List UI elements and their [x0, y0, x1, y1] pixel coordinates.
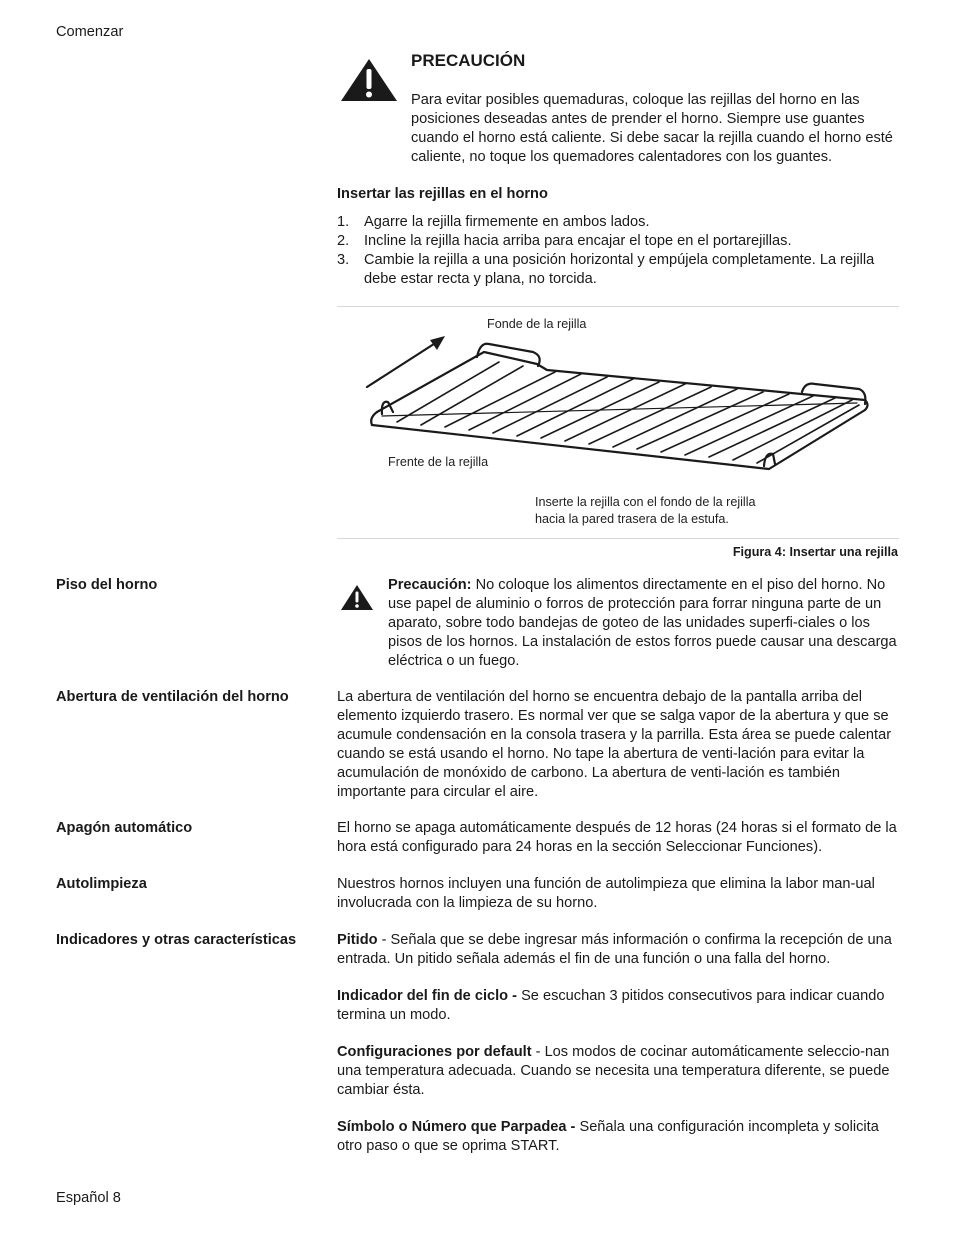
step-text: Cambie la rejilla a una posición horizontal y empújela completamente. La rejilla debe estar recta y plana, no torcida.: [364, 252, 875, 287]
rack-note-line2: hacia la pared trasera de la estufa.: [535, 512, 729, 526]
rack-back-label: Fonde de la rejilla: [487, 317, 587, 331]
indicator-term: Indicador del fin de ciclo -: [337, 988, 518, 1004]
indicators-label: Indicadores y otras características: [56, 932, 297, 948]
indicator-item: [337, 1043, 899, 1100]
section-header: Comenzar: [56, 24, 124, 40]
indicator-item: [337, 1118, 899, 1156]
warning-triangle-icon: [340, 584, 374, 611]
vent-text: La abertura de ventilación del horno se encuentra debajo de la pantalla arriba del elemento izquierdo trasero. Es normal ver que se salga vapor de la abertura y que se acumule condensación en la consola trasera y la parrilla. Esta área se puede calentar cuando se está usando el horno. No tape la abertura de venti-lación para evitar la acumulación de monóxido de carbono. La abertura de venti-lación es también importante para circular el aire.: [337, 689, 892, 800]
indicator-item: [337, 931, 899, 969]
step-item: [337, 232, 899, 251]
rack-front-label: Frente de la rejilla: [388, 455, 489, 469]
oven-floor-caution: [388, 576, 899, 671]
indicator-text: Señala una configuración incompleta y solicita otro paso o que se oprima START.: [337, 1119, 879, 1154]
self-clean-text: Nuestros hornos incluyen una función de autolimpieza que elimina la labor man-ual involucrada con la limpieza de su horno.: [337, 876, 875, 911]
auto-off-text: El horno se apaga automáticamente después de 12 horas (24 horas si el formato de la hora está configurado para 24 horas en la sección Seleccionar Funciones).: [337, 820, 897, 855]
step-text: Agarre la rejilla firmemente en ambos lados.: [364, 214, 650, 230]
indicator-item: [337, 987, 899, 1025]
figure-caption: Figura 4: Insertar una rejilla: [732, 545, 898, 559]
caution-label: Precaución:: [388, 577, 472, 593]
indicator-text: - Señala que se debe ingresar más información o confirma la recepción de una entrada. Un pitido señala además el fin de una función o una falla del horno.: [337, 932, 892, 967]
rack-note-line1: Inserte la rejilla con el fondo de la rejilla: [535, 495, 756, 509]
indicator-text: - Los modos de cocinar automáticamente seleccio-nan una temperatura adecuada. Cuando se necesita una temperatura diferente, se puede cambiar ésta.: [337, 1044, 890, 1098]
insert-direction-arrow: [367, 342, 437, 387]
warning-triangle-icon: [340, 58, 398, 102]
vent-label: Abertura de ventilación del horno: [56, 689, 289, 705]
step-number: 1.: [337, 214, 350, 230]
rack-figure: [337, 312, 899, 532]
oven-floor-label: Piso del horno: [56, 577, 158, 593]
step-item: [337, 213, 899, 232]
step-item: [337, 251, 899, 289]
step-number: 3.: [337, 252, 350, 268]
step-number: 2.: [337, 233, 350, 249]
auto-off-label: Apagón automático: [56, 820, 193, 836]
caution-body: No coloque los alimentos directamente en el piso del horno. No use papel de aluminio o forros de protección para forrar ninguna parte de un aparato, sobre todo bandejas de goteo de las unidades superfi-ciales o los pisos de los hornos. La instalación de estos forros puede causar una descarga eléctrica o un fuego.: [388, 577, 897, 669]
figure-top-rule: [337, 306, 899, 307]
insert-racks-heading: Insertar las rejillas en el horno: [337, 186, 548, 202]
caution-title: PRECAUCIÓN: [411, 51, 526, 70]
step-text: Incline la rejilla hacia arriba para encajar el tope en el portarejillas.: [364, 233, 792, 249]
self-clean-label: Autolimpieza: [56, 876, 147, 892]
figure-bottom-rule: [337, 538, 899, 539]
indicator-text: Se escuchan 3 pitidos consecutivos para indicar cuando termina un modo.: [337, 988, 885, 1023]
insert-racks-steps: [337, 213, 899, 289]
indicator-term: Configuraciones por default: [337, 1044, 532, 1060]
page-footer: Español 8: [56, 1190, 121, 1206]
indicator-term: Símbolo o Número que Parpadea -: [337, 1119, 576, 1135]
caution-text: Para evitar posibles quemaduras, coloque las rejillas del horno en las posiciones deseadas antes de prender el horno. Siempre use guantes cuando el horno está caliente. Si debe sacar la rejilla cuando el horno esté caliente, no toque los quemadores calentadores con los guantes.: [411, 92, 893, 165]
indicator-term: Pitido: [337, 932, 378, 948]
